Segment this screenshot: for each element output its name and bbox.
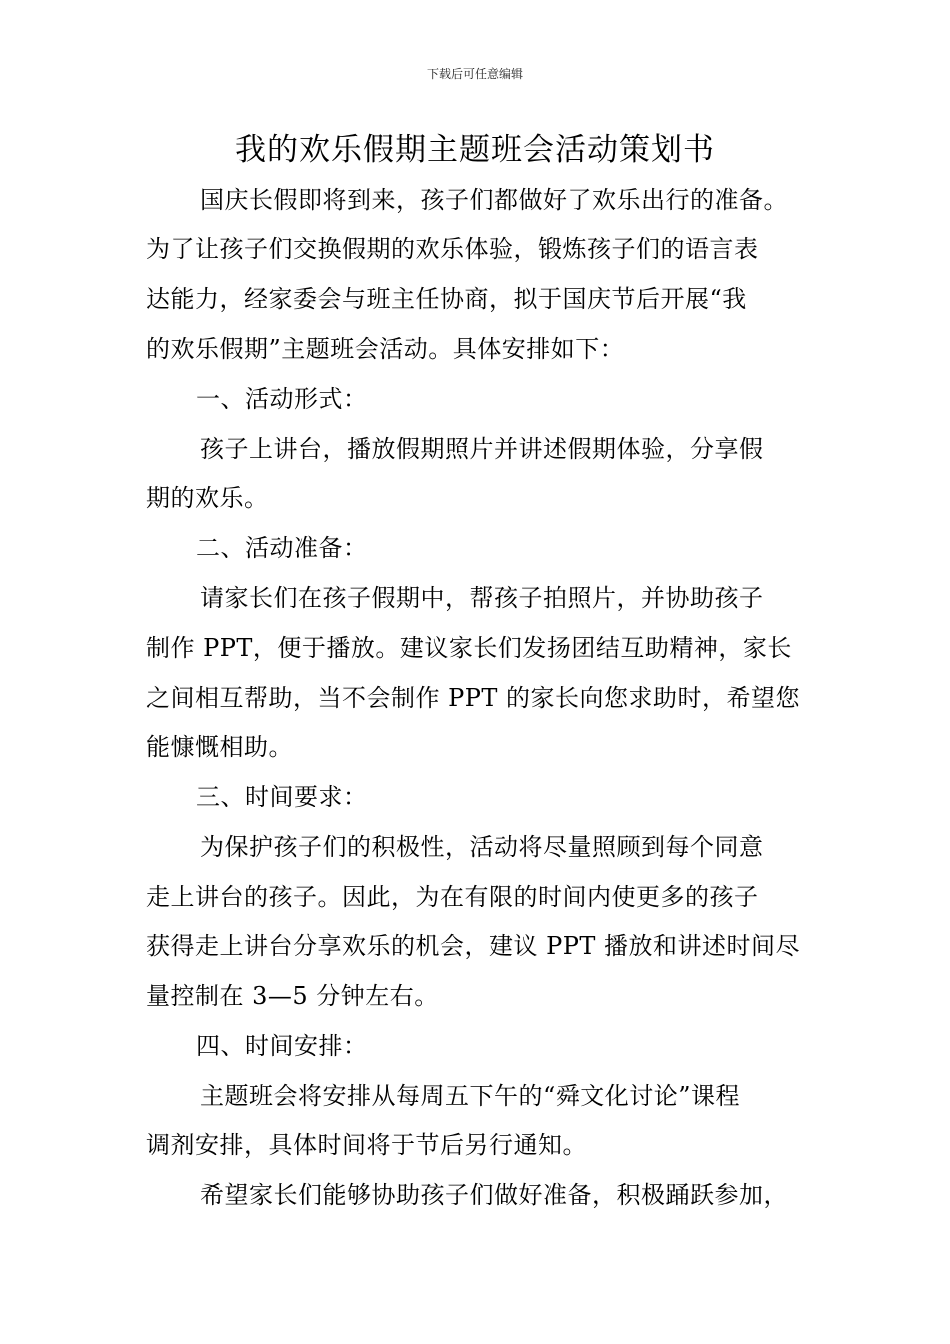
section-heading: 三、时间要求： xyxy=(196,783,368,811)
section-heading: 一、活动形式： xyxy=(196,385,368,413)
paragraph-line: 主题班会将安排从每周五下午的“舜文化讨论”课程 xyxy=(200,1082,741,1110)
paragraph-line: 达能力，经家委会与班主任协商，拟于国庆节后开展“我 xyxy=(146,285,747,313)
paragraph-line: 的欢乐假期”主题班会活动。具体安排如下： xyxy=(146,335,625,363)
paragraph-line: 调剂安排，具体时间将于节后另行通知。 xyxy=(146,1131,587,1159)
paragraph-line: 走上讲台的孩子。因此，为在有限的时间内使更多的孩子 xyxy=(146,883,759,911)
paragraph-line: 量控制在 3—5 分钟左右。 xyxy=(146,982,439,1010)
paragraph-line: 希望家长们能够协助孩子们做好准备，积极踊跃参加， xyxy=(200,1181,788,1209)
paragraph-line: 获得走上讲台分享欢乐的机会，建议 PPT 播放和讲述时间尽 xyxy=(146,932,801,960)
paragraph-line: 制作 PPT，便于播放。建议家长们发扬团结互助精神，家长 xyxy=(146,634,792,662)
section-heading: 四、时间安排： xyxy=(196,1032,368,1060)
paragraph-line: 之间相互帮助，当不会制作 PPT 的家长向您求助时，希望您 xyxy=(146,684,801,712)
section-heading: 二、活动准备： xyxy=(196,534,368,562)
paragraph-line: 能慷慨相助。 xyxy=(146,733,293,761)
header-note: 下载后可任意编辑 xyxy=(426,67,523,81)
paragraph-line: 国庆长假即将到来，孩子们都做好了欢乐出行的准备。 xyxy=(200,186,788,214)
paragraph-line: 孩子上讲台，播放假期照片并讲述假期体验，分享假 xyxy=(200,435,764,463)
paragraph-line: 请家长们在孩子假期中，帮孩子拍照片，并协助孩子 xyxy=(200,584,764,612)
paragraph-line: 为了让孩子们交换假期的欢乐体验，锻炼孩子们的语言表 xyxy=(146,235,759,263)
paragraph-line: 期的欢乐。 xyxy=(146,484,269,512)
document-title: 我的欢乐假期主题班会活动策划书 xyxy=(235,132,715,168)
paragraph-line: 为保护孩子们的积极性，活动将尽量照顾到每个同意 xyxy=(200,833,764,861)
